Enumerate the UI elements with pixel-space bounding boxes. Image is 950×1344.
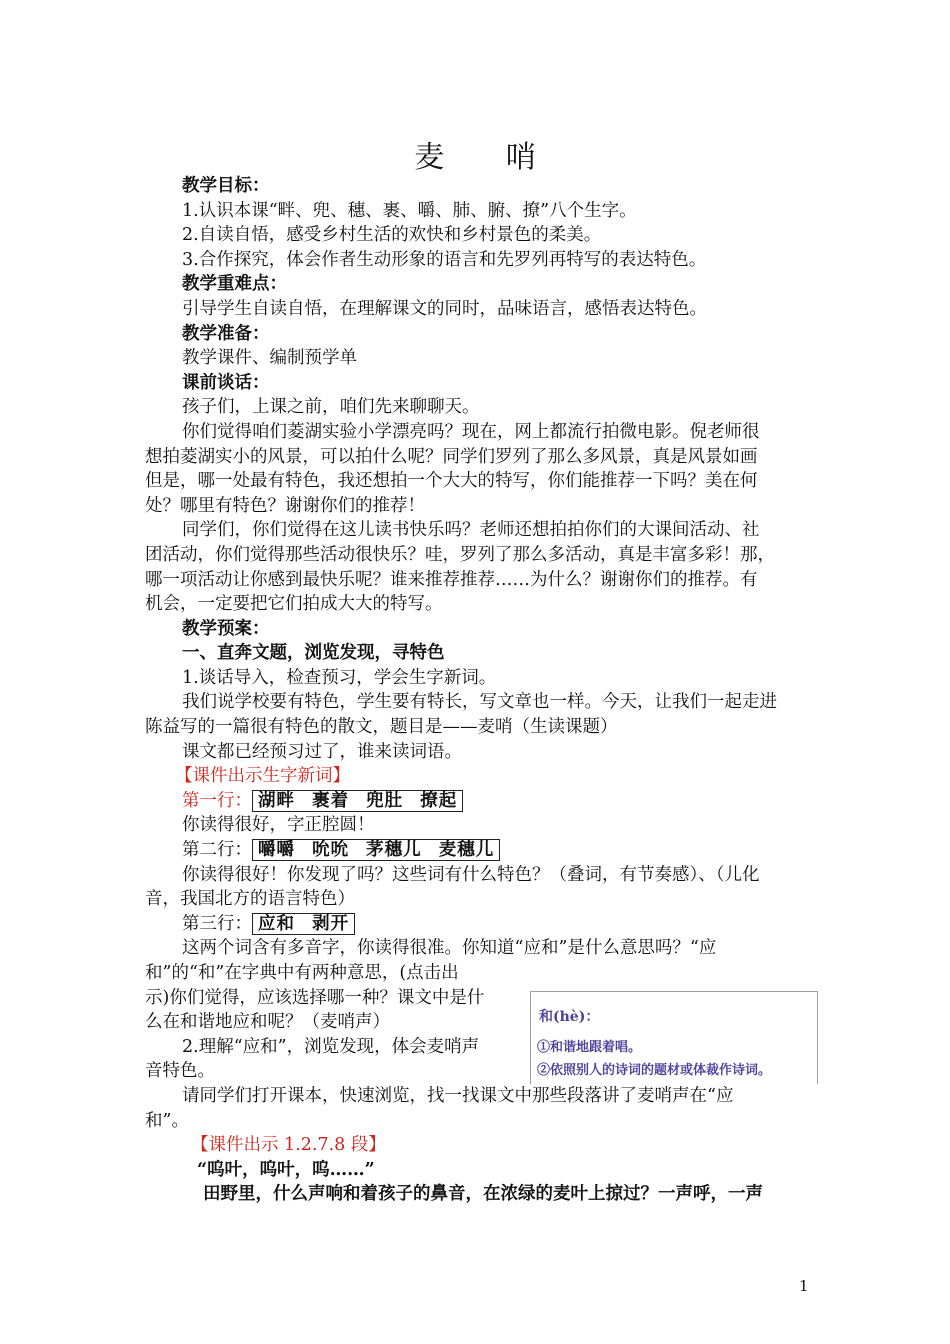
quote-line-1: “呜叶，呜叶，呜……”	[197, 1159, 375, 1180]
word-row-3	[145, 912, 807, 937]
dictionary-definition-2: ②依照别人的诗词的题材或体裁作诗词。	[537, 1063, 772, 1078]
quote-line-2: 田野里，什么声响和着孩子的鼻音，在浓绿的麦叶上掠过？一声呼，一声	[203, 1184, 763, 1205]
keypoints-heading: 教学重难点：	[182, 274, 287, 295]
dictionary-definition-box	[530, 991, 818, 1084]
objectives-heading: 教学目标：	[182, 176, 270, 196]
page-title: 麦 哨	[414, 140, 562, 175]
row-2-words: 嚼嚼 吮吮 茅穗儿 麦穗儿	[252, 839, 500, 861]
objective-2: 2.自读自悟，感受乡村生活的欢快和乡村景色的柔美。	[182, 225, 602, 246]
row-2-label: 第二行：	[182, 840, 252, 861]
intro-line: 陈益写的一篇很有特色的散文，题目是——麦哨（生读课题）	[145, 717, 618, 738]
pretalk-p3-line: 哪一项活动让你感到最快乐呢？谁来推荐推荐……为什么？谢谢你们的推荐。有	[145, 569, 758, 590]
step-1: 1.谈话导入，检查预习，学会生字新词。	[182, 667, 497, 688]
read-words-prompt: 课文都已经预习过了，谁来读词语。	[182, 741, 462, 762]
plan-heading: 教学预案：	[182, 618, 270, 639]
dictionary-definition-1: ①和谐地跟着唱。	[537, 1040, 642, 1055]
row-3-comment: 么在和谐地应和呢？（麦哨声）	[145, 1012, 390, 1033]
dictionary-term: 和(hè)：	[539, 1009, 600, 1025]
row-3-comment: 和”的“和”在字典中有两种意思，(点击出	[145, 963, 459, 983]
pretalk-p3-line: 团活动，你们觉得那些活动很快乐？哇，罗列了那么多活动，真是丰富多彩！那，	[145, 544, 775, 565]
word-row-2	[145, 838, 807, 863]
step-2: 音特色。	[145, 1061, 215, 1082]
courseware-note-1: 【课件出示生字新词】	[175, 766, 350, 787]
word-row-1	[145, 789, 807, 814]
pretalk-paragraph-1: 孩子们，上课之前，咱们先来聊聊天。	[182, 397, 480, 418]
pretalk-p2-line: 但是，哪一处最有特色，我还想拍一个大大的特写，你们能推荐一下吗？美在何	[145, 471, 758, 492]
row-1-feedback: 你读得很好，字正腔圆！	[182, 815, 375, 836]
page-number: 1	[799, 1277, 809, 1295]
pretalk-p3-line: 同学们，你们觉得在这儿读书快乐吗？老师还想拍拍你们的大课间活动、社	[182, 520, 760, 541]
row-2-comment: 音，我国北方的语言特色）	[145, 889, 355, 910]
row-2-comment: 你读得很好！你发现了吗？这些词有什么特色？（叠词，有节奏感）、（儿化	[182, 864, 760, 885]
objective-3: 3.合作探究，体会作者生动形象的语言和先罗列再特写的表达特色。	[182, 249, 707, 270]
pretalk-p2-line: 处？哪里有特色？谢谢你们的推荐！	[145, 495, 425, 516]
row-1-label: 第一行：	[182, 790, 252, 811]
row-1-words: 湖畔 裹着 兜肚 撩起	[252, 790, 463, 812]
step-2: 2.理解“应和”，浏览发现，体会麦哨声	[182, 1036, 480, 1057]
courseware-note-2: 【课件出示 1.2.7.8 段】	[191, 1135, 386, 1156]
pretalk-p2-line: 想拍菱湖实小的风景，可以拍什么呢？同学们罗列了那么多风景，真是风景如画	[145, 446, 758, 467]
pretalk-p3-line: 机会，一定要把它们拍成大大的特写。	[145, 594, 443, 615]
row-3-comment: 示)你们觉得，应该选择哪一种？课文中是什	[145, 987, 485, 1008]
section-1-heading: 一、直奔文题，浏览发现，寻特色	[182, 643, 445, 664]
browse-prompt: 请同学们打开课本，快速浏览，找一找课文中那些段落讲了麦哨声在“应	[182, 1085, 734, 1106]
row-3-comment: 这两个词含有多音字，你读得很准。你知道“应和”是什么意思吗？“应	[182, 938, 717, 959]
intro-line: 我们说学校要有特色，学生要有特长，写文章也一样。今天，让我们一起走进	[182, 692, 777, 713]
browse-prompt: 和”。	[145, 1110, 189, 1131]
row-3-words: 应和 剥开	[252, 913, 355, 935]
pretalk-heading: 课前谈话：	[182, 372, 270, 393]
pretalk-p2-line: 你们觉得咱们菱湖实验小学漂亮吗？现在，网上都流行拍微电影。倪老师很	[182, 421, 760, 442]
keypoints-text: 引导学生自读自悟，在理解课文的同时，品味语言，感悟表达特色。	[182, 298, 707, 319]
objective-1: 1.认识本课“畔、兜、穗、裹、嚼、肺、腑、撩”八个生字。	[182, 200, 637, 221]
preparation-text: 教学课件、编制预学单	[182, 348, 357, 369]
row-3-label: 第三行：	[182, 913, 252, 934]
preparation-heading: 教学准备：	[182, 323, 270, 344]
